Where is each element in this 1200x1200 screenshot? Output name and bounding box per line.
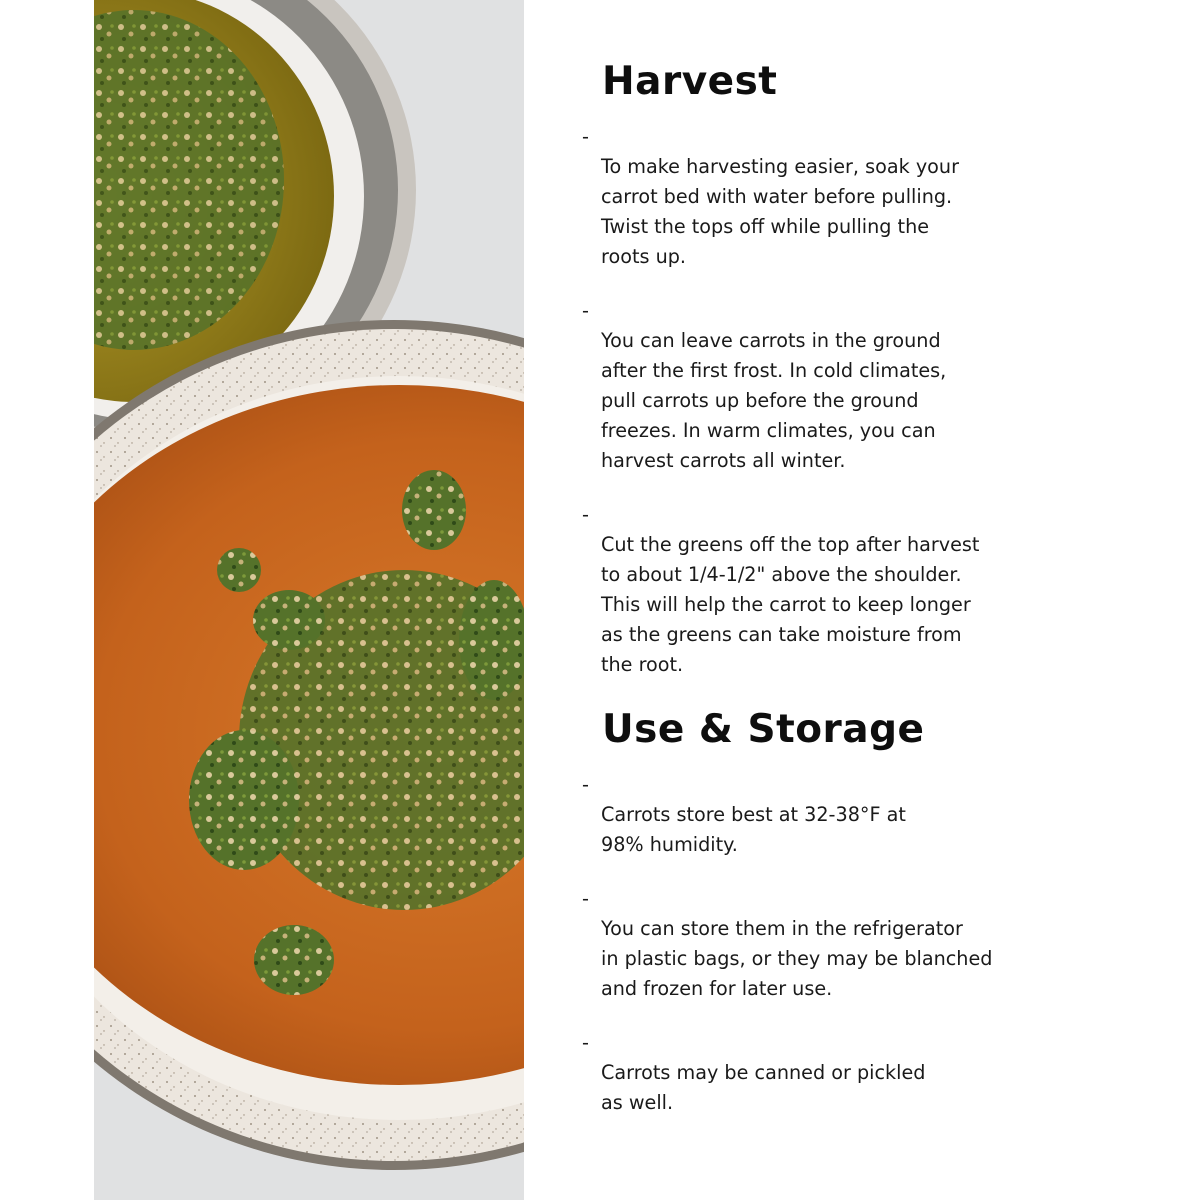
info-column bbox=[582, 56, 1062, 1142]
storage-bullet-3 bbox=[582, 1028, 1062, 1118]
bullet-text: Carrots store best at 32-38°F at 98% humidity. bbox=[601, 803, 906, 856]
bullet-dash: - bbox=[582, 299, 589, 322]
bullet-text: Cut the greens off the top after harvest to about 1/4-1/2" above the shoulder. This will help the carrot to keep longer as the greens can take moisture from the root. bbox=[601, 533, 980, 676]
harvest-bullet-2 bbox=[582, 296, 1062, 476]
harvest-bullet-3 bbox=[582, 500, 1062, 680]
bullet-text: Carrots may be canned or pickled as well. bbox=[601, 1061, 926, 1114]
soup-bowls-photo-icon bbox=[94, 0, 524, 1200]
use-storage-heading: Use & Storage bbox=[602, 707, 925, 752]
soup-bowls-photo bbox=[94, 0, 524, 1200]
use-storage-list bbox=[582, 770, 1062, 1118]
bullet-text: You can leave carrots in the ground after the first frost. In cold climates, pull carrots up before the ground freezes. In warm climates, you can harvest carrots all winter. bbox=[601, 329, 947, 472]
bullet-dash: - bbox=[582, 887, 589, 910]
bullet-dash: - bbox=[582, 125, 589, 148]
bullet-dash: - bbox=[582, 773, 589, 796]
bullet-dash: - bbox=[582, 503, 589, 526]
bullet-text: You can store them in the refrigerator in plastic bags, or they may be blanched and frozen for later use. bbox=[601, 917, 993, 1000]
harvest-heading: Harvest bbox=[602, 59, 778, 104]
storage-bullet-1 bbox=[582, 770, 1062, 860]
bullet-dash: - bbox=[582, 1031, 589, 1054]
harvest-list bbox=[582, 122, 1062, 680]
bullet-text: To make harvesting easier, soak your carrot bed with water before pulling. Twist the tops off while pulling the roots up. bbox=[601, 155, 959, 268]
storage-bullet-2 bbox=[582, 884, 1062, 1004]
harvest-bullet-1 bbox=[582, 122, 1062, 272]
